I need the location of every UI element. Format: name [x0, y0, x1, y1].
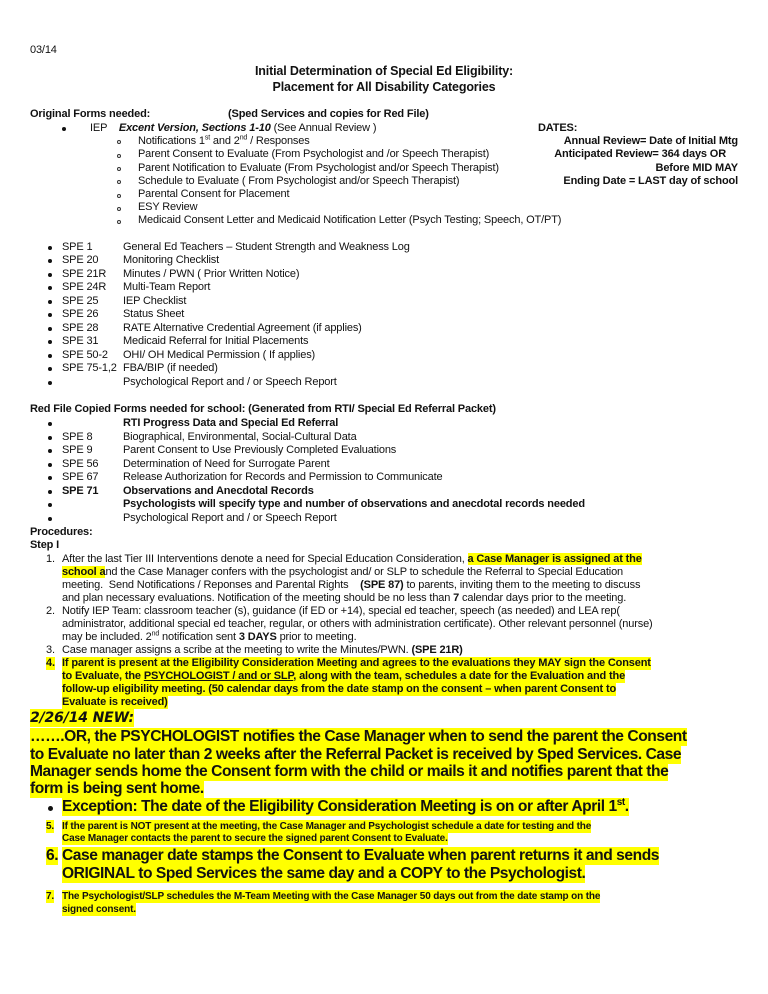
circle-bullet-icon	[117, 207, 121, 211]
step-5-line: If the parent is NOT present at the meeting, the Case Manager and Psychologist schedule a date for testing and the	[62, 821, 592, 832]
bullet-icon	[48, 340, 52, 344]
step-number: 1.	[46, 553, 55, 565]
procedures-heading: Procedures:	[30, 526, 93, 538]
bullet-icon	[48, 806, 53, 811]
iep-note: (See Annual Review )	[270, 122, 377, 134]
dates-line: Before MID MAY	[655, 162, 738, 174]
step-number: 4.	[46, 657, 55, 669]
new-line: form is being sent home.	[30, 780, 204, 797]
new-heading: 2/26/14 NEW:	[30, 710, 134, 726]
circle-bullet-icon	[117, 220, 121, 224]
bullet-icon	[62, 127, 66, 131]
sub-item: Parent Consent to Evaluate (From Psychologist and /or Speech Therapist)	[138, 148, 490, 160]
bullet-icon	[48, 490, 52, 494]
step-3-line: Case manager assigns a scribe at the meeting to write the Minutes/PWN. (SPE 21R)	[62, 644, 463, 656]
bullet-icon	[48, 300, 52, 304]
bullet-icon	[48, 476, 52, 480]
bullet-icon	[48, 463, 52, 467]
step-7-line: signed consent.	[62, 904, 136, 915]
dates-heading: DATES:	[538, 122, 578, 134]
step-4-line: follow-up eligibility meeting. (50 calendar days from the date stamp on the consent – when parent Consent to	[62, 683, 617, 695]
bullet-icon	[48, 273, 52, 277]
step-5-line: Case Manager contacts the parent to secure the signed parent Consent to Evaluate.	[62, 833, 448, 844]
step-1-line: meeting. Send Notifications / Reponses and Parental Rights (SPE 87) to parents, inviting them to the meeting to discuss	[62, 579, 641, 591]
title-line-2: Placement for All Disability Categories	[272, 80, 496, 94]
circle-bullet-icon	[117, 154, 121, 158]
step-2-line: administrator, additional special ed teacher, regular, or others with administration certificate). Other relevant personnel (nurse)	[62, 618, 653, 630]
bullet-icon	[48, 367, 52, 371]
sub-item: Medicaid Consent Letter and Medicaid Notification Letter (Psych Testing; Speech, OT/PT)	[138, 214, 562, 226]
original-forms-subheading: (Sped Services and copies for Red File)	[228, 108, 429, 120]
bullet-icon	[48, 354, 52, 358]
bullet-icon	[48, 381, 52, 385]
step-4-line: Evaluate is received)	[62, 696, 168, 708]
step-number: 6.	[46, 847, 59, 864]
bullet-icon	[48, 517, 52, 521]
bullet-icon	[48, 422, 52, 426]
step-6-line: ORIGINAL to Sped Services the same day and a COPY to the Psychologist.	[62, 865, 586, 882]
circle-bullet-icon	[117, 140, 121, 144]
sub-item: Schedule to Evaluate ( From Psychologist and/or Speech Therapist)	[138, 175, 460, 187]
exception-line: Exception: The date of the Eligibility Consideration Meeting is on or after April 1st.	[62, 796, 629, 815]
new-line: to Evaluate no later than 2 weeks after the Referral Packet is received by Sped Services. Case	[30, 746, 682, 763]
circle-bullet-icon	[117, 194, 121, 198]
step-1-line: After the last Tier III Interventions denote a need for Special Education Consideration, a Case Manager is assigned at the	[62, 553, 642, 565]
document-date: 03/14	[30, 44, 57, 56]
sub-item: Parent Notification to Evaluate (From Psychologist and/or Speech Therapist)	[138, 162, 499, 174]
step-number: 5.	[46, 821, 55, 832]
sub-item: Notifications 1st and 2nd / Responses	[138, 134, 310, 147]
new-line: Manager sends home the Consent form with the child or mails it and notifies parent that the	[30, 763, 669, 780]
bullet-icon	[48, 246, 52, 250]
bullet-icon	[48, 327, 52, 331]
red-file-heading: Red File Copied Forms needed for school: (Generated from RTI/ Special Ed Referral Packet)	[30, 403, 496, 415]
bullet-icon	[48, 449, 52, 453]
dates-line: Anticipated Review= 364 days OR	[554, 148, 726, 160]
iep-version: Excent Version, Sections 1-10	[118, 122, 271, 134]
step-number: 7.	[46, 891, 55, 902]
bullet-icon	[48, 503, 52, 507]
step-7-line: The Psychologist/SLP schedules the M-Team Meeting with the Case Manager 50 days out from the date stamp on the	[62, 891, 601, 902]
step-6-line: Case manager date stamps the Consent to Evaluate when parent returns it and sends	[62, 847, 659, 864]
step-4-line: If parent is present at the Eligibility Consideration Meeting and agrees to the evaluations they MAY sign the Consent	[62, 657, 651, 669]
circle-bullet-icon	[117, 167, 121, 171]
step-heading: Step I	[30, 539, 60, 551]
step-1-line: school and the Case Manager confers with the psychologist and/ or SLP to schedule the Referral to Special Education	[62, 566, 624, 578]
dates-line: Annual Review= Date of Initial Mtg	[563, 135, 738, 147]
circle-bullet-icon	[117, 180, 121, 184]
sub-item: ESY Review	[138, 201, 198, 213]
bullet-icon	[48, 313, 52, 317]
bullet-icon	[48, 436, 52, 440]
dates-line: Ending Date = LAST day of school	[563, 175, 738, 187]
step-2-line: Notify IEP Team: classroom teacher (s), guidance (if ED or +14), special ed teacher, speech (as needed) and LEA rep(	[62, 605, 620, 617]
step-2-line: may be included. 2nd notification sent 3 DAYS prior to meeting.	[62, 630, 357, 643]
sub-item: Parental Consent for Placement	[138, 188, 290, 200]
iep-item	[90, 122, 376, 135]
bullet-icon	[48, 259, 52, 263]
step-number: 2.	[46, 605, 55, 617]
original-forms-heading: Original Forms needed:	[30, 108, 151, 120]
iep-label: IEP	[90, 122, 108, 134]
new-line: …….OR, the PSYCHOLOGIST notifies the Case Manager when to send the parent the Consent	[30, 728, 687, 745]
title-line-1: Initial Determination of Special Ed Eligibility:	[254, 64, 514, 78]
step-1-line: and plan necessary evaluations. Notification of the meeting should be no less than 7 calendar days prior to the meeting.	[62, 592, 627, 604]
step-number: 3.	[46, 644, 55, 656]
step-4-line: to Evaluate, the PSYCHOLOGIST / and or SLP, along with the team, schedules a date for the Evaluation and the	[62, 670, 626, 682]
bullet-icon	[48, 286, 52, 290]
